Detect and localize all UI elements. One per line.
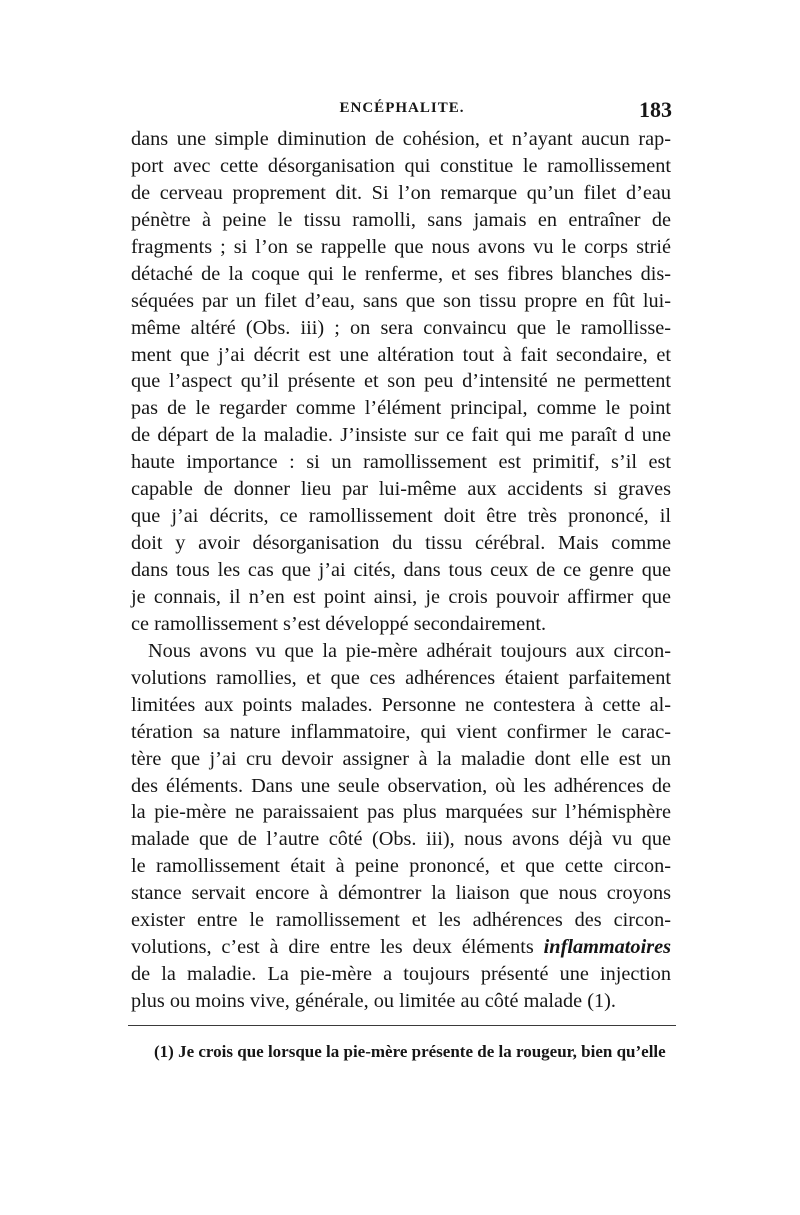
text-line: pénètre à peine le tissu ramolli, sans jamais en entraîner de (131, 208, 671, 231)
text-line: ment que j’ai décrit est une altération tout à fait secondaire, et (131, 343, 671, 366)
text-line: port avec cette désorganisation qui constitue le ramollissement (131, 154, 671, 177)
text-line: que l’aspect qu’il présente et son peu d’intensité ne permettent (131, 370, 671, 393)
paragraph-end-line: plus ou moins vive, générale, ou limitée au côté malade (1). (131, 990, 616, 1012)
paragraph-start-line: Nous avons vu que la pie-mère adhérait toujours aux circon- (148, 639, 671, 662)
text-line: de la maladie. La pie-mère a toujours présenté une injection (131, 963, 671, 986)
text-line: tération sa nature inflammatoire, qui vient confirmer le carac- (131, 720, 671, 743)
text-line: malade que de l’autre côté (Obs. iii), nous avons déjà vu que (131, 828, 671, 851)
footnote: (1) Je crois que lorsque la pie-mère présente de la rougeur, bien qu’elle (154, 1042, 666, 1061)
text-line: dans tous les cas que j’ai cités, dans tous ceux de ce genre que (131, 559, 671, 581)
text-line: capable de donner lieu par lui-même aux accidents si graves (131, 478, 671, 501)
text-line: limitées aux points malades. Personne ne contestera à cette al- (131, 693, 671, 716)
text-segment: volutions, c’est à dire entre les deux éléments (131, 936, 534, 959)
text-line: même altéré (Obs. iii) ; on sera convaincu que le ramollisse- (131, 316, 671, 339)
text-line: volutions ramollies, et que ces adhérences étaient parfaitement (131, 666, 671, 689)
text-line: détaché de la coque qui le renferme, et ses fibres blanches dis- (131, 262, 671, 285)
text-line: de départ de la maladie. J’insiste sur ce fait qui me paraît d une (131, 424, 671, 447)
text-line: pas de le regarder comme l’élément principal, comme le point (131, 397, 671, 420)
text-line: le ramollissement était à peine prononcé, et que cette circon- (131, 855, 671, 878)
italic-term: inflammatoires (543, 936, 671, 959)
page-number: 183 (639, 97, 672, 122)
text-line: la pie-mère ne paraissaient pas plus marquées sur l’hémisphère (131, 801, 671, 824)
running-title: ENCÉPHALITE. (339, 100, 465, 116)
text-line: doit y avoir désorganisation du tissu cérébral. Mais comme (131, 532, 671, 555)
text-line: fragments ; si l’on se rappelle que nous avons vu le corps strié (131, 235, 671, 258)
text-line-with-italic (131, 934, 671, 961)
paragraph-end-line: ce ramollissement s’est développé secondairement. (131, 612, 547, 635)
text-line: que j’ai décrits, ce ramollissement doit être très prononcé, il (131, 505, 671, 528)
text-line: tère que j’ai cru devoir assigner à la maladie dont elle est un (131, 747, 671, 770)
text-line: de cerveau proprement dit. Si l’on remarque qu’un filet d’eau (131, 181, 671, 204)
text-line: haute importance : si un ramollissement est primitif, s’il est (131, 451, 671, 474)
footnote-divider (128, 1025, 676, 1026)
text-line: exister entre le ramollissement et les adhérences des circon- (131, 909, 671, 932)
text-line: stance servait encore à démontrer la liaison que nous croyons (131, 882, 671, 905)
text-line: dans une simple diminution de cohésion, et n’ayant aucun rap- (131, 128, 671, 150)
page-header (132, 97, 672, 128)
text-line: des éléments. Dans une seule observation, où les adhérences de (131, 774, 671, 797)
text-line: je connais, il n’en est point ainsi, je crois pouvoir affirmer que (131, 585, 671, 608)
text-line: séquées par un filet d’eau, sans que son tissu propre en fût lui- (131, 289, 671, 312)
body-text (131, 126, 671, 1015)
